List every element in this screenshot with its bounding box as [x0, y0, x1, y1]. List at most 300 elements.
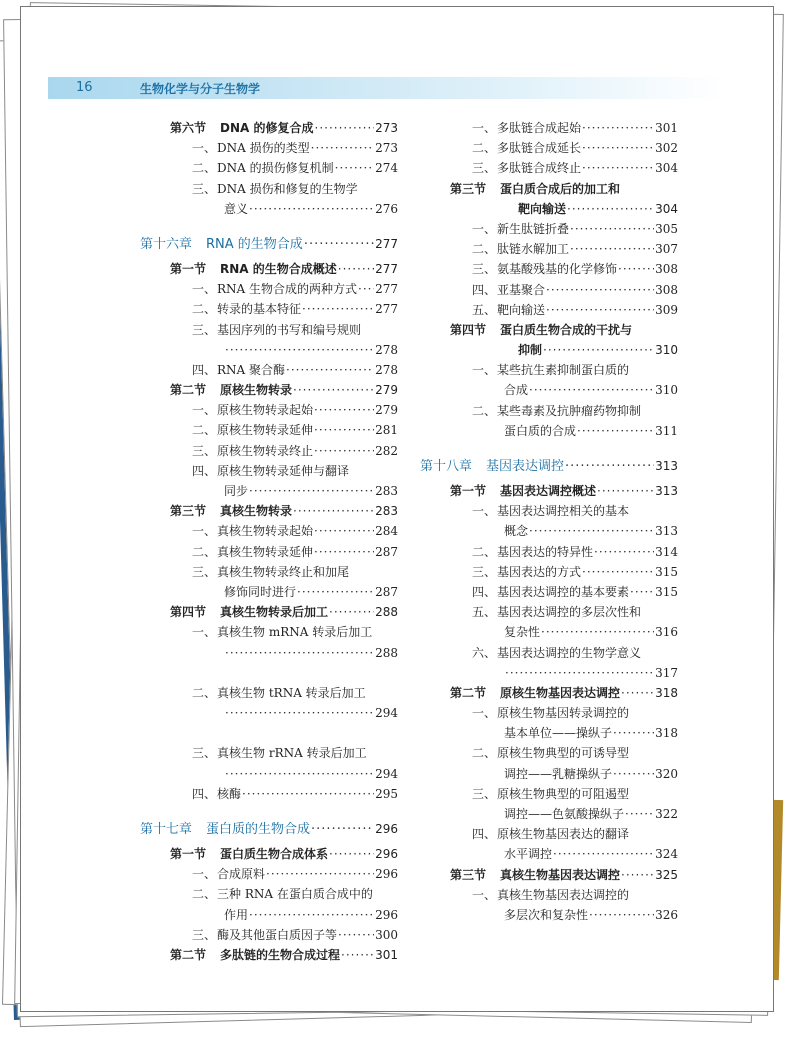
toc-subsection-entry[interactable] [420, 743, 678, 763]
leader-dots [302, 299, 374, 319]
toc-subsection-entry[interactable] [140, 320, 398, 340]
subsection-number: 一、 [192, 141, 217, 156]
section-title: 多肽链的生物合成过程 [220, 947, 341, 962]
subsection-title: RNA 生物合成的两种方式 [217, 282, 358, 297]
section-title: 基因表达调控概述 [500, 484, 597, 498]
toc-subsection-entry[interactable] [140, 138, 398, 158]
page-ref: 288 [375, 605, 398, 620]
subsection-title: 靶向输送 [497, 302, 546, 317]
page-ref: 278 [375, 342, 398, 357]
page-ref: 283 [375, 504, 398, 519]
subsection-title: 基因表达调控的多层次性和 [497, 605, 642, 620]
page-ref: 296 [375, 822, 398, 836]
subsection-number: 三、 [472, 564, 497, 579]
leader-dots [565, 456, 654, 477]
toc-subsection-continuation [140, 199, 398, 219]
subsection-title: 核酶 [217, 786, 242, 801]
subsection-number: 二、 [192, 161, 217, 176]
toc-subsection-entry[interactable] [140, 400, 398, 420]
page-ref: 325 [655, 867, 678, 882]
section-label: 第二节 [450, 685, 487, 700]
toc-section-entry[interactable] [140, 844, 398, 864]
toc-subsection-entry[interactable] [140, 562, 398, 582]
subsection-title: 原核生物转录起始 [217, 403, 314, 418]
page-ref: 281 [375, 423, 398, 438]
leader-dots [570, 239, 654, 259]
subsection-number: 五、 [472, 605, 497, 620]
toc-chapter-entry[interactable] [420, 455, 678, 477]
toc-subsection-entry[interactable] [420, 259, 678, 279]
leader-dots [621, 683, 654, 703]
subsection-title: RNA 聚合酶 [217, 362, 286, 377]
toc-subsection-entry[interactable] [140, 925, 398, 945]
subsection-number: 一、 [192, 282, 217, 297]
section-title: DNA 的修复合成 [220, 121, 314, 135]
page-ref: 310 [655, 343, 678, 358]
section-title: 真核生物基因表达调控 [500, 867, 621, 882]
subsection-number: 二、 [192, 423, 217, 438]
subsection-number: 三、 [192, 181, 217, 196]
leader-dots [329, 602, 374, 622]
subsection-number: 四、 [192, 463, 217, 478]
leader-dots [249, 481, 374, 501]
toc-subsection-entry[interactable] [140, 299, 398, 319]
toc-subsection-entry[interactable] [140, 158, 398, 178]
toc-subsection-entry[interactable] [140, 743, 398, 763]
toc-subsection-entry[interactable] [140, 784, 398, 804]
leader-dots [630, 582, 654, 602]
leader-dots [314, 441, 374, 461]
leader-dots [314, 400, 374, 420]
subsection-title-cont: 合成 [504, 383, 529, 398]
subsection-title: 基因表达调控的生物学意义 [497, 645, 642, 660]
leader-dots [546, 280, 654, 300]
subsection-number: 一、 [192, 403, 217, 418]
leader-dots [358, 279, 374, 299]
subsection-title: DNA 损伤的类型 [217, 141, 310, 156]
subsection-title: 真核生物 tRNA 转录后加工 [217, 685, 366, 700]
toc-chapter-entry[interactable] [140, 818, 398, 840]
subsection-title: 基因表达调控相关的基本 [497, 504, 630, 519]
subsection-title: 原核生物转录延伸与翻译 [217, 463, 350, 478]
toc-subsection-entry[interactable] [420, 501, 678, 521]
page-ref: 308 [655, 282, 678, 297]
leader-dots [314, 542, 374, 562]
subsection-number: 一、 [472, 706, 497, 721]
toc-section-entry[interactable] [140, 118, 398, 138]
toc-section-continuation [420, 199, 678, 219]
leader-dots [529, 521, 654, 541]
leader-dots [304, 234, 374, 255]
toc-subsection-continuation [420, 804, 678, 824]
toc-subsection-entry[interactable] [420, 542, 678, 562]
subsection-title: 合成原料 [217, 867, 266, 882]
subsection-title: 基因表达调控的基本要素 [497, 584, 630, 599]
toc-subsection-entry[interactable] [140, 683, 398, 703]
leader-dots [582, 138, 654, 158]
page-ref: 274 [375, 161, 398, 176]
page-ref: 287 [375, 544, 398, 559]
toc-section-entry[interactable] [140, 602, 398, 622]
toc-subsection-entry[interactable] [140, 622, 398, 642]
leader-dots [311, 819, 374, 840]
toc-subsection-entry[interactable] [420, 784, 678, 804]
page-ref: 283 [375, 484, 398, 498]
leader-dots [242, 784, 374, 804]
subsection-title-cont: 复杂性 [504, 625, 541, 640]
subsection-number: 三、 [192, 443, 217, 458]
toc-subsection-entry[interactable] [420, 885, 678, 905]
toc-subsection-entry[interactable] [140, 884, 398, 904]
toc-subsection-continuation [420, 380, 678, 400]
toc-subsection-continuation [140, 703, 398, 723]
toc-subsection-entry[interactable] [420, 360, 678, 380]
subsection-number: 三、 [192, 746, 217, 761]
leader-dots [225, 764, 374, 784]
subsection-number: 一、 [472, 121, 497, 135]
leader-dots [297, 582, 374, 602]
toc-subsection-entry[interactable] [420, 602, 678, 622]
subsection-title: 肽链水解加工 [497, 242, 570, 257]
toc-subsection-entry[interactable] [420, 643, 678, 663]
leader-dots [553, 844, 654, 864]
subsection-number: 三、 [192, 564, 217, 579]
leader-dots [311, 138, 374, 158]
section-label: 第一节 [450, 484, 487, 498]
subsection-title: 基因表达的特异性 [497, 544, 594, 559]
leader-dots [570, 219, 654, 239]
subsection-title: 原核生物转录延伸 [217, 423, 314, 438]
section-title-cont: 靶向输送 [518, 201, 567, 216]
toc-section-entry[interactable] [140, 945, 398, 965]
section-title: RNA 的生物合成概述 [220, 261, 337, 276]
page-ref: 296 [375, 847, 398, 861]
toc-subsection-entry[interactable] [140, 179, 398, 199]
subsection-title-cont: 概念 [504, 524, 529, 539]
section-label: 第三节 [450, 867, 487, 882]
subsection-number: 四、 [472, 282, 497, 297]
page-ref: 317 [655, 665, 678, 680]
page-ref: 296 [375, 867, 398, 882]
page-ref: 311 [655, 423, 678, 438]
toc-subsection-continuation [140, 481, 398, 501]
toc-subsection-entry[interactable] [140, 521, 398, 541]
subsection-title-cont: 修饰同时进行 [224, 584, 297, 599]
leader-dots [314, 420, 374, 440]
subsection-title: 多肽链合成终止 [497, 161, 582, 176]
subsection-title: 基因表达的方式 [497, 564, 582, 579]
section-title: 原核生物转录 [220, 383, 293, 398]
leader-dots [249, 199, 374, 219]
subsection-number: 三、 [472, 161, 497, 176]
subsection-number: 三、 [472, 262, 497, 277]
page-ref: 305 [655, 221, 678, 236]
toc-subsection-entry[interactable] [420, 401, 678, 421]
toc-subsection-entry[interactable] [140, 461, 398, 481]
leader-dots [597, 481, 654, 501]
subsection-title: 真核生物转录延伸 [217, 544, 314, 559]
leader-dots [225, 643, 374, 663]
chapter-label: 第十六章 [140, 236, 193, 252]
toc-subsection-entry[interactable] [420, 300, 678, 320]
subsection-number: 一、 [472, 363, 497, 378]
toc-subsection-entry[interactable] [420, 158, 678, 178]
page-ref: 277 [375, 261, 398, 276]
page-ref: 307 [655, 242, 678, 257]
subsection-number: 二、 [472, 403, 497, 418]
page-ref: 304 [655, 201, 678, 216]
toc-spacer [140, 663, 398, 683]
leader-dots [567, 199, 654, 219]
toc-subsection-continuation [140, 340, 398, 360]
page-ref: 282 [375, 443, 398, 458]
page-ref: 284 [375, 524, 398, 539]
subsection-title: 原核生物典型的可阻遏型 [497, 786, 630, 801]
toc-subsection-entry[interactable] [420, 582, 678, 602]
section-title: 蛋白质合成后的加工和 [500, 181, 621, 196]
page-ref: 302 [655, 141, 678, 156]
leader-dots [541, 622, 654, 642]
toc-right-column [420, 118, 678, 925]
subsection-title: 真核生物 mRNA 转录后加工 [217, 625, 373, 640]
subsection-number: 四、 [192, 786, 217, 801]
toc-subsection-continuation [140, 905, 398, 925]
section-title: 蛋白质生物合成体系 [220, 847, 329, 861]
subsection-number: 二、 [472, 242, 497, 257]
section-title-cont: 抑制 [518, 343, 543, 358]
toc-subsection-entry[interactable] [420, 280, 678, 300]
page-ref: 304 [655, 161, 678, 176]
subsection-title: 某些抗生素抑制蛋白质的 [497, 363, 630, 378]
leader-dots [577, 421, 654, 441]
page-ref: 277 [375, 236, 398, 251]
leader-dots [625, 804, 654, 824]
page-ref: 318 [655, 685, 678, 700]
section-label: 第一节 [170, 847, 207, 861]
subsection-title-cont: 调控——乳糖操纵子 [504, 766, 613, 781]
section-title: 原核生物基因表达调控 [500, 685, 621, 700]
subsection-title-cont: 同步 [224, 484, 249, 498]
subsection-number: 一、 [472, 504, 497, 519]
toc-subsection-continuation [140, 764, 398, 784]
toc-subsection-entry[interactable] [420, 219, 678, 239]
page-ref: 313 [655, 484, 678, 498]
subsection-number: 二、 [192, 887, 217, 902]
toc-subsection-continuation [420, 663, 678, 683]
page-ref: 276 [375, 201, 398, 216]
chapter-title: RNA 的生物合成 [206, 236, 303, 252]
page-ref: 277 [375, 282, 398, 297]
subsection-number: 四、 [192, 362, 217, 377]
toc-section-entry[interactable] [140, 501, 398, 521]
toc-subsection-entry[interactable] [420, 239, 678, 259]
page-ref: 313 [655, 524, 678, 539]
page-ref: 316 [655, 625, 678, 640]
toc-subsection-continuation [420, 622, 678, 642]
section-label: 第三节 [450, 181, 487, 196]
toc-subsection-entry[interactable] [420, 118, 678, 138]
toc-subsection-continuation [420, 764, 678, 784]
leader-dots [314, 521, 374, 541]
page-ref: 288 [375, 645, 398, 660]
leader-dots [589, 905, 654, 925]
toc-subsection-continuation [420, 905, 678, 925]
toc-subsection-entry[interactable] [140, 441, 398, 461]
page-ref: 279 [375, 403, 398, 418]
page-ref: 301 [375, 947, 398, 962]
leader-dots [546, 300, 654, 320]
subsection-number: 二、 [192, 685, 217, 700]
subsection-number: 二、 [472, 544, 497, 559]
toc-spacer [140, 723, 398, 743]
section-label: 第六节 [170, 121, 207, 135]
toc-subsection-entry[interactable] [140, 360, 398, 380]
toc-subsection-continuation [420, 521, 678, 541]
page-ref: 320 [655, 766, 678, 781]
subsection-title: 真核生物 rRNA 转录后加工 [217, 746, 367, 761]
section-title: 真核生物转录 [220, 504, 293, 519]
toc-section-entry[interactable] [140, 259, 398, 279]
leader-dots [613, 723, 654, 743]
subsection-number: 三、 [192, 322, 217, 337]
toc-subsection-entry[interactable] [420, 824, 678, 844]
toc-subsection-continuation [420, 844, 678, 864]
page-ref: 318 [655, 726, 678, 741]
toc-section-continuation [420, 340, 678, 360]
page-number: 16 [76, 80, 93, 95]
subsection-title: 多肽链合成起始 [497, 121, 582, 135]
toc-section-entry[interactable] [420, 865, 678, 885]
subsection-title: 三种 RNA 在蛋白质合成中的 [217, 887, 373, 902]
subsection-title: 亚基聚合 [497, 282, 546, 297]
toc-subsection-entry[interactable] [140, 542, 398, 562]
leader-dots [582, 118, 654, 138]
section-title: 蛋白质生物合成的干扰与 [500, 322, 633, 337]
toc-subsection-entry[interactable] [420, 703, 678, 723]
subsection-number: 二、 [192, 544, 217, 559]
subsection-number: 五、 [472, 302, 497, 317]
leader-dots [341, 945, 374, 965]
subsection-title: 原核生物基因表达的翻译 [497, 827, 630, 842]
toc-section-entry[interactable] [420, 683, 678, 703]
leader-dots [338, 925, 374, 945]
subsection-title: 真核生物转录起始 [217, 524, 314, 539]
toc-subsection-continuation [420, 421, 678, 441]
page-ref: 314 [655, 544, 678, 559]
subsection-title: 原核生物典型的可诱导型 [497, 746, 630, 761]
toc-section-entry[interactable] [420, 179, 678, 199]
leader-dots [329, 844, 374, 864]
leader-dots [582, 158, 654, 178]
leader-dots [529, 380, 654, 400]
toc-subsection-continuation [420, 723, 678, 743]
leader-dots [293, 380, 374, 400]
subsection-number: 一、 [192, 625, 217, 640]
subsection-number: 三、 [472, 786, 497, 801]
toc-subsection-entry[interactable] [140, 864, 398, 884]
page-ref: 300 [375, 927, 398, 942]
page-ref: 310 [655, 383, 678, 398]
leader-dots [594, 542, 654, 562]
subsection-title: 真核生物转录终止和加尾 [217, 564, 350, 579]
toc-section-entry[interactable] [140, 380, 398, 400]
chapter-title: 蛋白质的生物合成 [206, 822, 311, 837]
toc-subsection-continuation [140, 582, 398, 602]
section-label: 第四节 [170, 605, 207, 620]
toc-subsection-entry[interactable] [420, 138, 678, 158]
page-ref: 322 [655, 807, 678, 821]
section-label: 第三节 [170, 504, 207, 519]
toc-subsection-entry[interactable] [420, 562, 678, 582]
section-title: 真核生物转录后加工 [220, 605, 329, 620]
subsection-number: 二、 [472, 141, 497, 156]
subsection-number: 一、 [472, 887, 497, 902]
page-ref: 287 [375, 584, 398, 599]
leader-dots [621, 865, 654, 885]
leader-dots [315, 118, 375, 138]
subsection-number: 六、 [472, 645, 497, 660]
subsection-title-cont: 蛋白质的合成 [504, 423, 577, 438]
page-ref: 296 [375, 907, 398, 922]
chapter-label: 第十七章 [140, 822, 193, 837]
leader-dots [613, 764, 654, 784]
section-label: 第一节 [170, 261, 207, 276]
leader-dots [225, 703, 374, 723]
section-label: 第四节 [450, 322, 487, 337]
leader-dots [266, 864, 374, 884]
subsection-title: 新生肽链折叠 [497, 221, 570, 236]
page-ref: 326 [655, 907, 678, 922]
subsection-title: 原核生物转录终止 [217, 443, 314, 458]
leader-dots [249, 905, 374, 925]
subsection-number: 二、 [192, 302, 217, 317]
page-ref: 315 [655, 564, 678, 579]
subsection-title: 氨基酸残基的化学修饰 [497, 262, 618, 277]
book-title: 生物化学与分子生物学 [140, 82, 261, 96]
leader-dots [293, 501, 374, 521]
toc-chapter-entry[interactable] [140, 233, 398, 255]
subsection-number: 四、 [472, 584, 497, 599]
subsection-title-cont: 作用 [224, 907, 249, 922]
toc-subsection-entry[interactable] [140, 420, 398, 440]
page-ref: 279 [375, 383, 398, 398]
page-ref: 315 [655, 584, 678, 599]
subsection-title-cont: 水平调控 [504, 847, 553, 862]
section-label: 第二节 [170, 383, 207, 398]
toc-section-entry[interactable] [420, 320, 678, 340]
subsection-number: 一、 [472, 221, 497, 236]
page-ref: 301 [655, 121, 678, 135]
section-label: 第二节 [170, 947, 207, 962]
toc-subsection-entry[interactable] [140, 279, 398, 299]
leader-dots [582, 562, 654, 582]
subsection-number: 四、 [472, 827, 497, 842]
subsection-title-cont: 意义 [224, 201, 249, 216]
page-ref: 313 [655, 459, 678, 473]
subsection-title: 基因序列的书写和编号规则 [217, 322, 362, 337]
toc-subsection-continuation [140, 643, 398, 663]
subsection-title: DNA 的损伤修复机制 [217, 161, 334, 176]
subsection-title: 原核生物基因转录调控的 [497, 706, 630, 721]
subsection-title: 真核生物基因表达调控的 [497, 887, 630, 902]
subsection-title-cont: 调控——色氨酸操纵子 [504, 807, 625, 821]
leader-dots [335, 158, 374, 178]
leader-dots [618, 259, 654, 279]
page-ref: 294 [375, 706, 398, 721]
leader-dots [225, 340, 374, 360]
subsection-title: 多肽链合成延长 [497, 141, 582, 156]
toc-section-entry[interactable] [420, 481, 678, 501]
